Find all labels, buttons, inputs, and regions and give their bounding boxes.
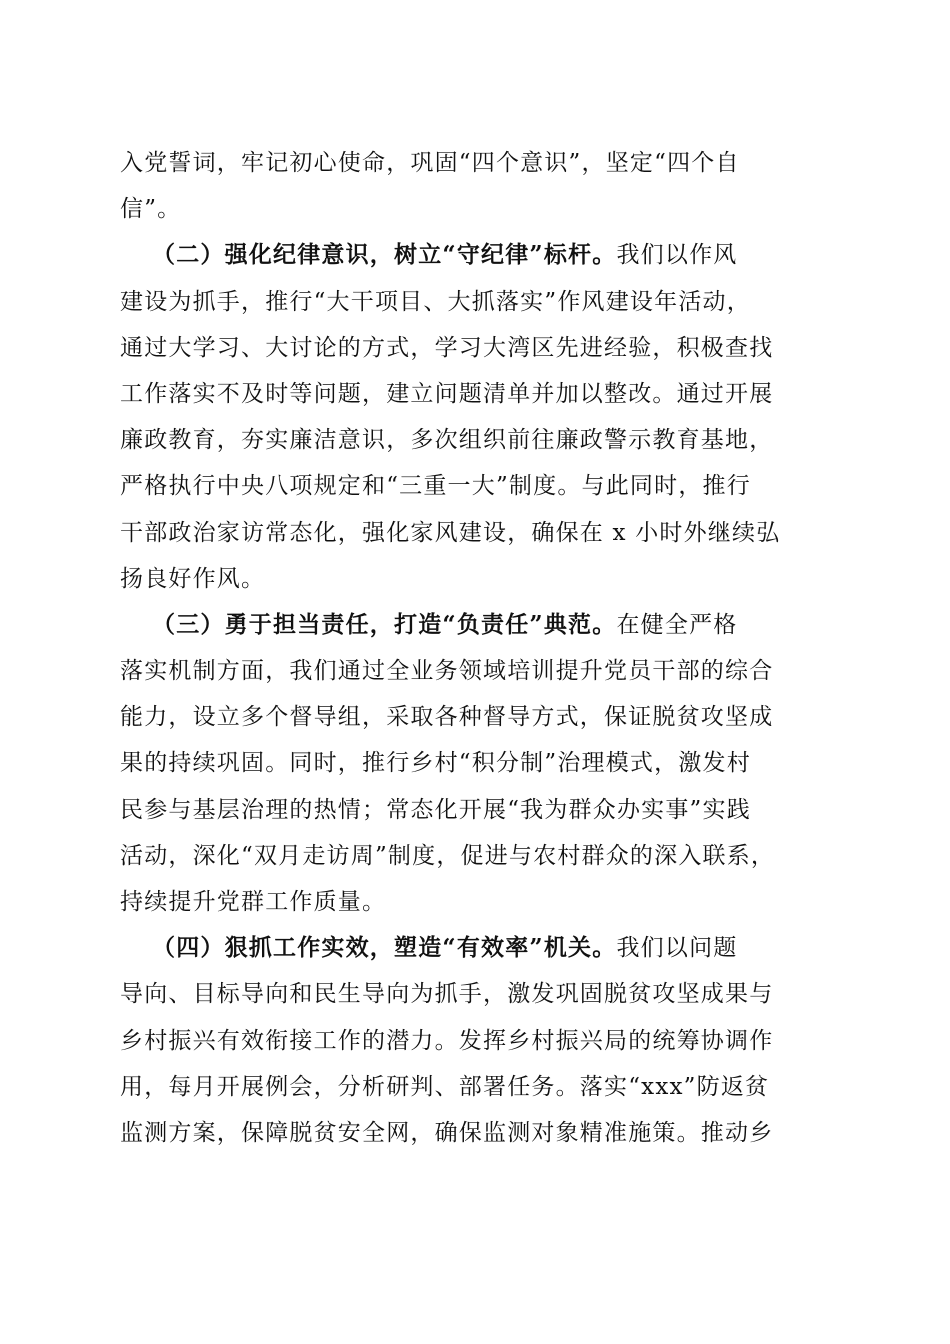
text-line: 民参与基层治理的热情；常态化开展“我为群众办实事”实践: [120, 796, 751, 823]
document-body: [120, 140, 840, 1156]
text-line: 落实机制方面，我们通过全业务领域培训提升党员干部的综合: [120, 658, 774, 685]
text-run: 我们以作风: [616, 242, 738, 269]
section-heading-line: [120, 602, 840, 648]
text-line: 扬良好作风。: [120, 565, 266, 592]
text-line: 导向、目标导向和民生导向为抓手，激发巩固脱贫攻坚成果与: [120, 981, 774, 1008]
text-line: 严格执行中央八项规定和“三重一大”制度。与此同时，推行: [120, 473, 751, 500]
section-heading-line: [120, 232, 840, 278]
text-line: 信”。: [120, 196, 182, 223]
section-heading-line: [120, 925, 840, 971]
text-line: 监测方案，保障脱贫安全网，确保监测对象精准施策。推动乡: [120, 1119, 774, 1146]
text-line: 入党誓词，牢记初心使命，巩固“四个意识”，坚定“四个自: [120, 150, 740, 176]
text-run: 我们以问题: [616, 935, 738, 962]
text-line: 建设为抓手，推行“大干项目、大抓落实”作风建设年活动，: [120, 288, 751, 315]
text-line: 持续提升党群工作质量。: [120, 889, 387, 915]
text-line: 通过大学习、大讨论的方式，学习大湾区先进经验，积极查找: [120, 334, 774, 361]
section-heading: （三）勇于担当责任，打造“负责任”典范。: [152, 610, 617, 638]
text-line: 廉政教育，夯实廉洁意识，多次组织前往廉政警示教育基地，: [120, 427, 774, 454]
text-line: 活动，深化“双月走访周”制度，促进与农村群众的深入联系，: [120, 842, 776, 869]
section-heading: （二）强化纪律意识，树立“守纪律”标杆。: [152, 241, 617, 269]
text-line: 能力，设立多个督导组，采取各种督导方式，保证脱贫攻坚成: [120, 704, 774, 731]
text-line: 乡村振兴有效衔接工作的潜力。发挥乡村振兴局的统筹协调作: [120, 1027, 774, 1054]
text-run: 在健全严格: [616, 611, 738, 638]
text-line: 工作落实不及时等问题，建立问题清单并加以整改。通过开展: [120, 380, 774, 407]
text-line: 用，每月开展例会，分析研判、部署任务。落实“xxx”防返贫: [120, 1073, 770, 1100]
text-line: 干部政治家访常态化，强化家风建设，确保在 x 小时外继续弘: [120, 519, 781, 546]
text-line: 果的持续巩固。同时，推行乡村“积分制”治理模式，激发村: [120, 750, 751, 777]
section-heading: （四）狠抓工作实效，塑造“有效率”机关。: [152, 934, 617, 962]
